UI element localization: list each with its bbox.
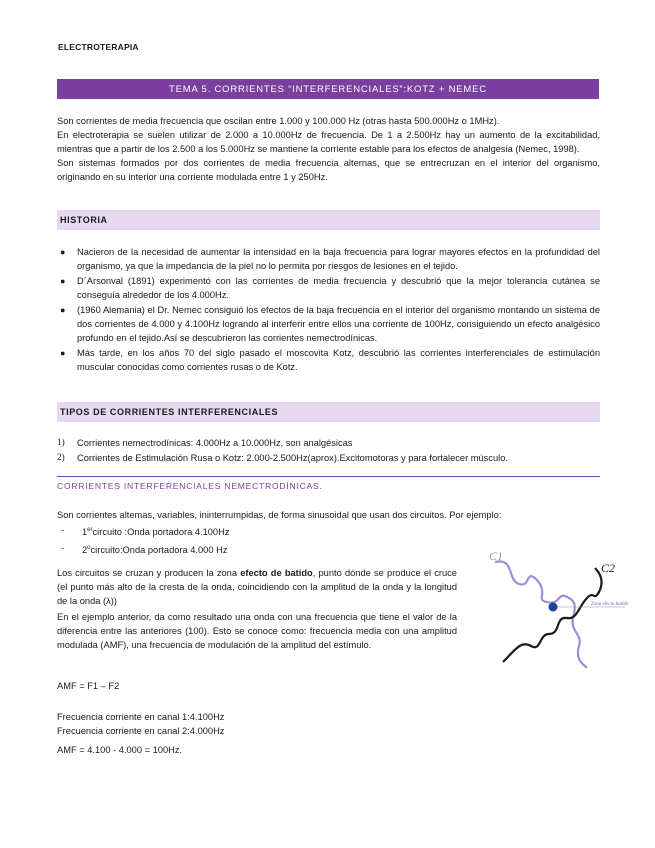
label-beat-zone: Zona efecto batido (591, 602, 629, 607)
section-divider (57, 476, 600, 477)
formula-amf: AMF = F1 – F2 (57, 681, 120, 691)
list-item: ● D´Arsonval (1891) experimentó con las corrientes de media frecuencia y descubrió que la mejor tolerancia cutánea se conseguía alrededor de los 4.000Hz. (60, 276, 600, 300)
circuit-list (57, 522, 229, 558)
document-header: ELECTROTERAPIA (58, 42, 139, 52)
label-c1: C1 (489, 550, 504, 563)
label-c2: C2 (601, 561, 616, 575)
list-item: ● Nacieron de la necesidad de aumentar la intensidad en la baja frecuencia para lograr mayores efectos en la profundidad del organismo, ya que la impedancia de la piel no lo permita por riesgos de lesiones en el tejido. (60, 247, 600, 271)
list-item: - 2$^o$circuito:Onda portadora 4.000 Hz (61, 543, 228, 556)
intro-paragraph-2: En electroterapia se suelen utilizar de 2.000 a 10.000Hz de frecuencia. De 1 a 2.500Hz hay un aumento de la excitabilidad, mientras que a partir de los 2.500 a los 5.000Hz se mantiene la corriente estable para los efectos de analgesia (Nemec, 1998). (57, 130, 600, 154)
bold-term: efecto de batido (240, 568, 313, 578)
list-item: ● Más tarde, en los años 70 del siglo pasado el moscovita Kotz, descubrió las corrientes interferenciales de estimulación muscular conocidas como corrientes rusas o de Kotz. (60, 348, 600, 372)
beat-effect-paragraph: Los circuitos se cruzan y producen la zona efecto de batido, punto dónde se produce el cruce (el punto más alto de la cresta de la onda, coincidiendo con la amplitud de la onda y la longitud de la onda (λ)) (57, 568, 457, 606)
amf-paragraph: En el ejemplo anterior, da como resultado una onda con una frecuencia que tiene el valor de la diferencia entre las anteriores (100). Esto se conoce como: frecuencia media con una amplitud modulada (AMF), una frecuencia de modulación de la amplitud del estímulo. (57, 612, 457, 650)
bullet-icon: ● (60, 348, 66, 358)
formula-example: AMF = 4.100 - 4.000 = 100Hz. (57, 745, 183, 755)
canal-2-frequency: Frecuencia corriente en canal 2:4.000Hz (57, 726, 225, 736)
list-item: 2) Corrientes de Estimulación Rusa o Kotz: 2.000-2.500Hz(aprox).Excitomotoras y para fortalecer músculo. (57, 453, 508, 463)
beat-point-marker (549, 603, 558, 612)
tipos-list (57, 436, 600, 466)
wave-c2-curve (503, 568, 602, 662)
list-item: 1) Corrientes nemectrodínicas: 4.000Hz a 10.000Hz, son analgésicas (57, 438, 353, 448)
intro-paragraph-1: Son corrientes de media frecuencia que oscilan entre 1.000 y 100.000 Hz (otras hasta 500.000Hz o 1MHz). (57, 116, 500, 126)
wave-c1-curve (495, 562, 587, 668)
bullet-icon: ● (60, 305, 66, 315)
list-item: ● (1960 Alemania) el Dr. Nemec consiguió los efectos de la baja frecuencia en el interior del organismo montando un sistema de dos corrientes de 4.000 y 4.100Hz logrando al interferir entre ellos una corriente de 100Hz, consiguiendo un efecto analgésico profundo en el tejido.Así se descubrieron las corrientes nemectrodínicas. (60, 305, 600, 343)
historia-list (57, 245, 600, 375)
chapter-title: TEMA 5. CORRIENTES “INTERFERENCIALES”:KOTZ + NEMEC (57, 79, 599, 99)
section-heading-tipos: TIPOS DE CORRIENTES INTERFERENCIALES (57, 402, 600, 422)
section-heading-historia: HISTORIA (57, 210, 600, 230)
list-item: - 1ercircuito :Onda portadora 4.100Hz (61, 525, 230, 538)
intro-paragraph-3: Son sistemas formados por dos corrientes de media frecuencia alternas, que se entrecruzan en el interior del organismo, originando en su interior una corriente modulada entre 1 y 250Hz. (57, 158, 600, 182)
section-heading-nemectrodinicas: CORRIENTES INTERFERENCIALES NEMECTRODÍNICAS. (57, 481, 323, 491)
intro-section (57, 114, 600, 184)
canal-1-frequency: Frecuencia corriente en canal 1:4.100Hz (57, 712, 225, 722)
nemec-intro: Son corrientes altemas, variables, ininterrumpidas, de forma sinusoidal que usan dos circuitos. Por ejemplo: (57, 510, 502, 520)
interference-diagram (475, 550, 645, 670)
bullet-icon: ● (60, 276, 66, 286)
bullet-icon: ● (60, 247, 66, 257)
